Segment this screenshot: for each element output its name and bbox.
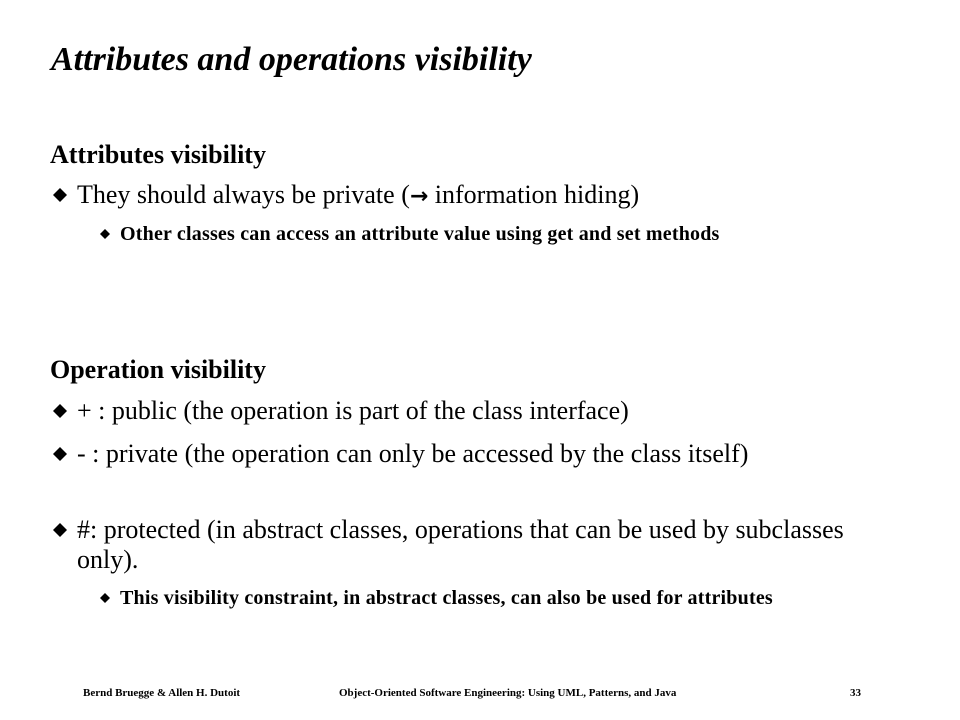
bullet-text [77,180,900,212]
bullet-text-part: They should always be private ( [77,180,410,209]
slide-title: Attributes and operations visibility [51,41,532,78]
bullet-private [50,439,900,469]
footer-authors: Bernd Bruegge & Allen H. Dutoit [83,687,241,699]
sub-bullet-text: This visibility constraint, in abstract classes, can also be used for attributes [120,587,773,609]
bullet-protected [50,515,900,575]
bullet-text: + : public (the operation is part of the class interface) [77,396,629,425]
bullet-text: - : private (the operation can only be accessed by the class itself) [77,439,749,468]
section-heading-operation-visibility: Operation visibility [50,355,266,384]
bullet-text-part: information hiding) [428,180,640,209]
bullet-private-attributes [50,180,900,212]
sub-bullet-text: Other classes can access an attribute value using get and set methods [120,223,720,245]
small-diamond-bullet-icon [100,229,110,239]
right-arrow-icon: → [409,184,429,209]
footer-page-number: 33 [850,687,861,699]
diamond-bullet-icon [53,447,67,461]
small-diamond-bullet-icon [100,593,110,603]
section-heading-attributes-visibility: Attributes visibility [50,140,266,169]
bullet-public [50,396,900,426]
diamond-bullet-icon [53,188,67,202]
sub-bullet-get-set-methods [98,222,858,246]
sub-bullet-visibility-constraint [98,586,858,610]
diamond-bullet-icon [53,523,67,537]
footer-book-title: Object-Oriented Software Engineering: Using UML, Patterns, and Java [339,687,677,699]
diamond-bullet-icon [53,404,67,418]
bullet-text: #: protected (in abstract classes, operations that can be used by subclasses only). [77,515,844,574]
